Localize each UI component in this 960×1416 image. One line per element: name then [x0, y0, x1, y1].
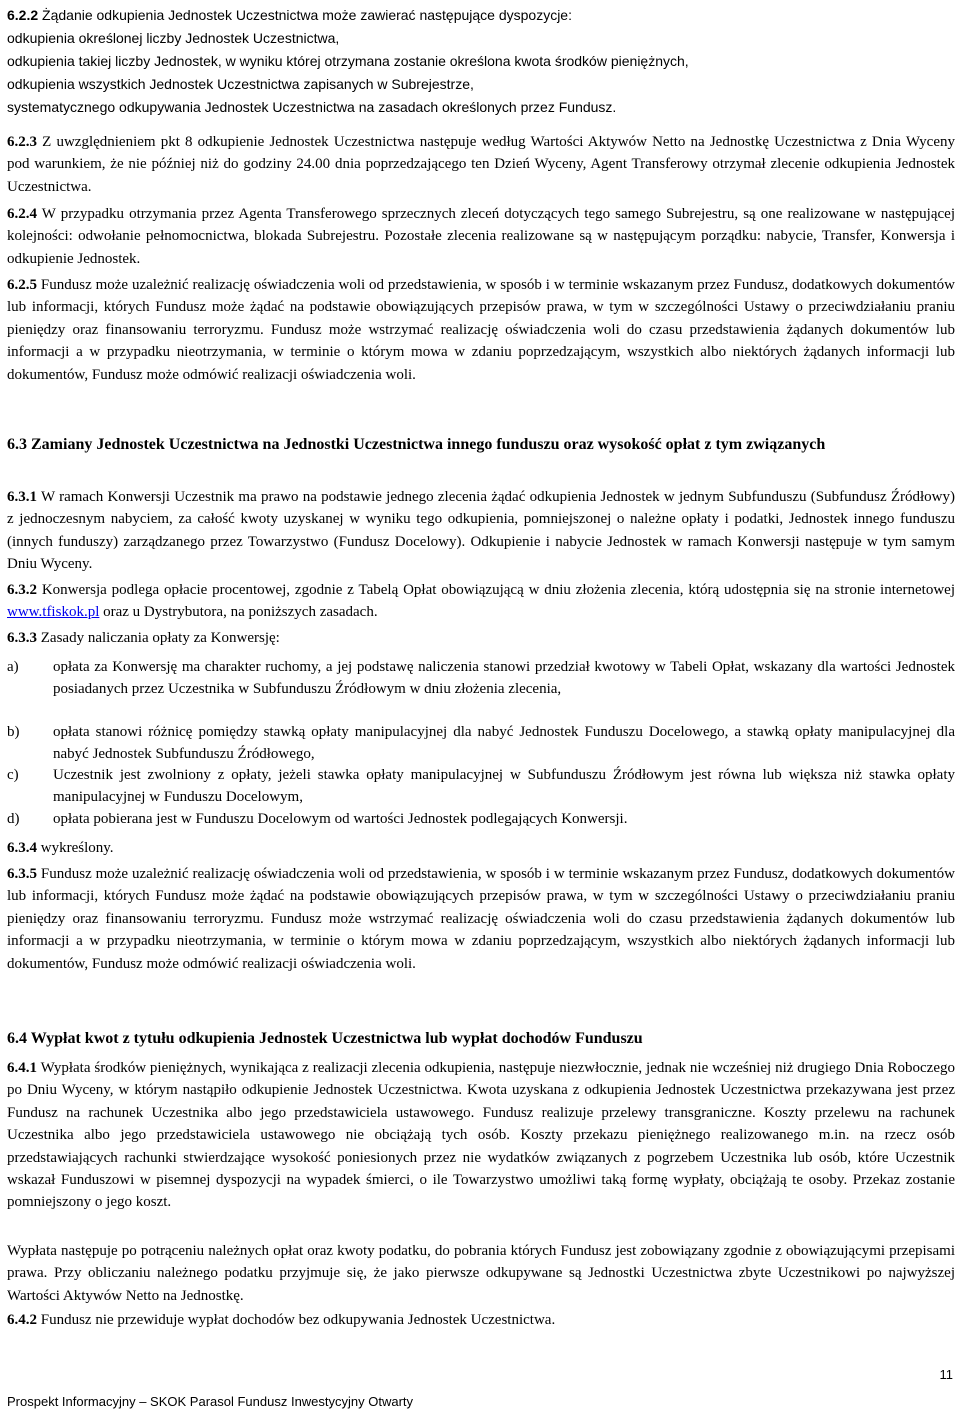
section-text: W ramach Konwersji Uczestnik ma prawo na podstawie jednego zlecenia żądać odkupienia Jednostek w jednym Subfunduszu (Subfundusz Źródłowy) z jednoczesnym nabyciem, za całość kwoty uzyskanej w wyniku tego odkupienia, pomniejszonej o należne opłaty i podatki, Jednostek innego funduszu (innych funduszy) zarządzanego przez Towarzystwo (Fundusz Docelowy). Odkupienie i nabycie Jednostek w ramach Konwersji następuje w tym samym Dniu Wyceny. — [7, 489, 955, 573]
dispositions-list-item: odkupienia takiej liczby Jednostek, w wyniku której otrzymana zostanie określona kwota środków pieniężnych, — [7, 53, 689, 69]
section-text: Fundusz może uzależnić realizację oświadczenia woli od przedstawienia, w sposób i w terminie wskazanym przez Fundusz, dodatkowych dokumentów lub informacji, których Fundusz może żądać na podstawie obowiązujących przepisów prawa, w tym w szczególności Ustawy o przeciwdziałaniu praniu pieniędzy oraz finansowaniu terroryzmu. Fundusz może wstrzymać realizację oświadczenia woli do czasu przedstawienia żądanych dokumentów lub informacji a w przypadku nieotrzymania, w terminie o którym mowa w zdaniu poprzedzającym, wszystkich albo niektórych żądanych informacji lub dokumentów, Fundusz może odmówić realizacji oświadczenia woli. — [7, 866, 955, 972]
section-number: 6.4.2 — [7, 1312, 37, 1328]
section-number: 6.2.3 — [7, 134, 37, 150]
list-label: c) — [7, 767, 19, 783]
section-number: 6.2.4 — [7, 206, 37, 222]
section-6-2-4 — [7, 203, 955, 270]
list-text: opłata stanowi różnicę pomiędzy stawką opłaty manipulacyjnej dla nabyć Jednostek Funduszu Docelowego, a stawką opłaty manipulacyjnej dla nabyć Jednostek Subfunduszu Źródłowego, — [53, 724, 955, 762]
list-text: opłata za Konwersję ma charakter ruchomy, a jej podstawę naliczenia stanowi przedział kwotowy w Tabeli Opłat, wskazany dla wartości Jednostek posiadanych przez Uczestnika w Subfunduszu Źródłowym w dniu złożenia zlecenia, — [53, 659, 955, 697]
section-text: Żądanie odkupienia Jednostek Uczestnictwa może zawierać następujące dyspozycje: — [38, 7, 572, 23]
section-6-2-2 — [7, 4, 955, 27]
section-number: 6.3.3 — [7, 630, 37, 646]
section-number: 6.4.1 — [7, 1060, 37, 1076]
list-text: Uczestnik jest zwolniony z opłaty, jeżeli stawka opłaty manipulacyjnej w Subfunduszu Źródłowym jest równa lub większa niż stawka opłaty manipulacyjnej w Funduszu Docelowym, — [53, 767, 955, 805]
website-link[interactable]: www.tfiskok.pl — [7, 604, 100, 621]
section-number: 6.3.2 — [7, 582, 37, 598]
list-item-d — [7, 809, 955, 831]
list-item-b — [7, 722, 955, 765]
section-6-4-2 — [7, 1309, 955, 1331]
section-6-4-1 — [7, 1057, 955, 1214]
section-text: Z uwzględnieniem pkt 8 odkupienie Jednostek Uczestnictwa następuje według Wartości Aktywów Netto na Jednostkę Uczestnictwa z Dnia Wyceny pod warunkiem, że nie później niż do godziny 24.00 dnia poprzedzającego ten Dzień Wyceny, Agent Transferowy otrzymał zlecenie odkupienia Jednostek Uczestnictwa. — [7, 134, 955, 195]
section-text-after: oraz u Dystrybutora, na poniższych zasadach. — [99, 604, 378, 621]
footer-text: Prospekt Informacyjny – SKOK Parasol Fundusz Inwestycyjny Otwarty — [7, 1394, 414, 1409]
section-6-3-5 — [7, 863, 955, 975]
list-item-c — [7, 765, 955, 808]
section-number: 6.3.5 — [7, 866, 37, 882]
section-number: 6.3.4 — [7, 840, 37, 856]
section-text: Fundusz nie przewiduje wypłat dochodów bez odkupywania Jednostek Uczestnictwa. — [37, 1312, 556, 1328]
section-6-3-1 — [7, 486, 955, 576]
dispositions-list-item: odkupienia wszystkich Jednostek Uczestnictwa zapisanych w Subrejestrze, — [7, 76, 474, 92]
section-6-2-5 — [7, 274, 955, 386]
page-number: 11 — [939, 1367, 953, 1382]
section-text: Fundusz może uzależnić realizację oświadczenia woli od przedstawienia, w sposób i w terminie wskazanym przez Fundusz, dodatkowych dokumentów lub informacji, których Fundusz może żądać na podstawie obowiązujących przepisów prawa, w tym w szczególności Ustawy o przeciwdziałaniu praniu pieniędzy oraz finansowaniu terroryzmu. Fundusz może wstrzymać realizację oświadczenia woli do czasu przedstawienia żądanych dokumentów lub informacji a w przypadku nieotrzymania, w terminie o którym mowa w zdaniu poprzedzającym, wszystkich albo niektórych żądanych informacji lub dokumentów, Fundusz może odmówić realizacji oświadczenia woli. — [7, 277, 955, 383]
list-label: d) — [7, 811, 20, 827]
section-6-3-3 — [7, 627, 955, 649]
list-text: opłata pobierana jest w Funduszu Docelowym od wartości Jednostek podlegających Konwersji. — [53, 811, 628, 827]
list-label: b) — [7, 724, 20, 740]
dispositions-list-item: systematycznego odkupywania Jednostek Uczestnictwa na zasadach określonych przez Fundusz. — [7, 99, 617, 115]
section-number: 6.2.2 — [7, 7, 39, 23]
section-text: wykreślony. — [37, 840, 114, 856]
list-item-a — [7, 657, 955, 700]
section-6-3-4 — [7, 837, 955, 859]
section-text: Zasady naliczania opłaty za Konwersję: — [37, 630, 280, 646]
section-6-2-3 — [7, 131, 955, 198]
section-6-3-2 — [7, 579, 955, 624]
list-label: a) — [7, 659, 19, 675]
section-heading-6-4: 6.4 Wypłat kwot z tytułu odkupienia Jednostek Uczestnictwa lub wypłat dochodów Funduszu — [7, 1030, 643, 1047]
section-text: Konwersja podlega opłacie procentowej, zgodnie z Tabelą Opłat obowiązującą w dniu złożenia zlecenia, którą udostępnia się na stronie internetowej — [37, 582, 955, 598]
section-text: Wypłata środków pieniężnych, wynikająca z realizacji zlecenia odkupienia, następuje niezwłocznie, jednak nie wcześniej niż drugiego Dnia Roboczego po Dniu Wyceny, w którym nastąpiło odkupienie Jednostek Uczestnictwa. Kwota uzyskana z odkupienia Jednostek Uczestnictwa przekazywana jest przez Fundusz na rachunek Uczestnika albo jego przedstawiciela ustawowego. Fundusz realizuje przelewy transgraniczne. Koszty przelewu na rachunek Uczestnika albo jego przedstawiciela ustawowego nie obciążają tych osób. Koszty przekazu pieniężnego realizowanego m.in. na rzecz osób przedstawiających rachunki stwierdzające wysokość poniesionych przez nie wydatków związanych z pogrzebem Uczestnika lub osób, które Uczestnik wskazał Funduszowi w pisemnej dyspozycji na wypadek śmierci, o ile Towarzystwo umożliwi taką formę wypłaty, obciążają te osoby. Przekaz zostanie pomniejszony o jego koszt. — [7, 1060, 955, 1211]
section-heading-6-3: 6.3 Zamiany Jednostek Uczestnictwa na Jednostki Uczestnictwa innego funduszu oraz wysokość opłat z tym związanych — [7, 436, 826, 453]
section-number: 6.3.1 — [7, 489, 37, 505]
section-text: W przypadku otrzymania przez Agenta Transferowego sprzecznych zleceń dotyczących tego samego Subrejestru, są one realizowane w następującej kolejności: odwołanie pełnomocnictwa, blokada Subrejestru. Pozostałe zlecenia realizowane są w następującym porządku: nabycie, Transfer, Konwersja i odkupienie Jednostek. — [7, 206, 955, 267]
paragraph-payment-deductions: Wypłata następuje po potrąceniu należnych opłat oraz kwoty podatku, do pobrania których Fundusz jest zobowiązany zgodnie z obowiązującymi przepisami prawa. Przy obliczaniu należnego podatku przyjmuje się, że jako pierwsze odkupywane są Jednostki Uczestnictwa zbyte Uczestnikowi po najwyższej Wartości Aktywów Netto na Jednostkę. — [7, 1243, 955, 1304]
dispositions-list-item: odkupienia określonej liczby Jednostek Uczestnictwa, — [7, 30, 340, 46]
section-number: 6.2.5 — [7, 277, 37, 293]
